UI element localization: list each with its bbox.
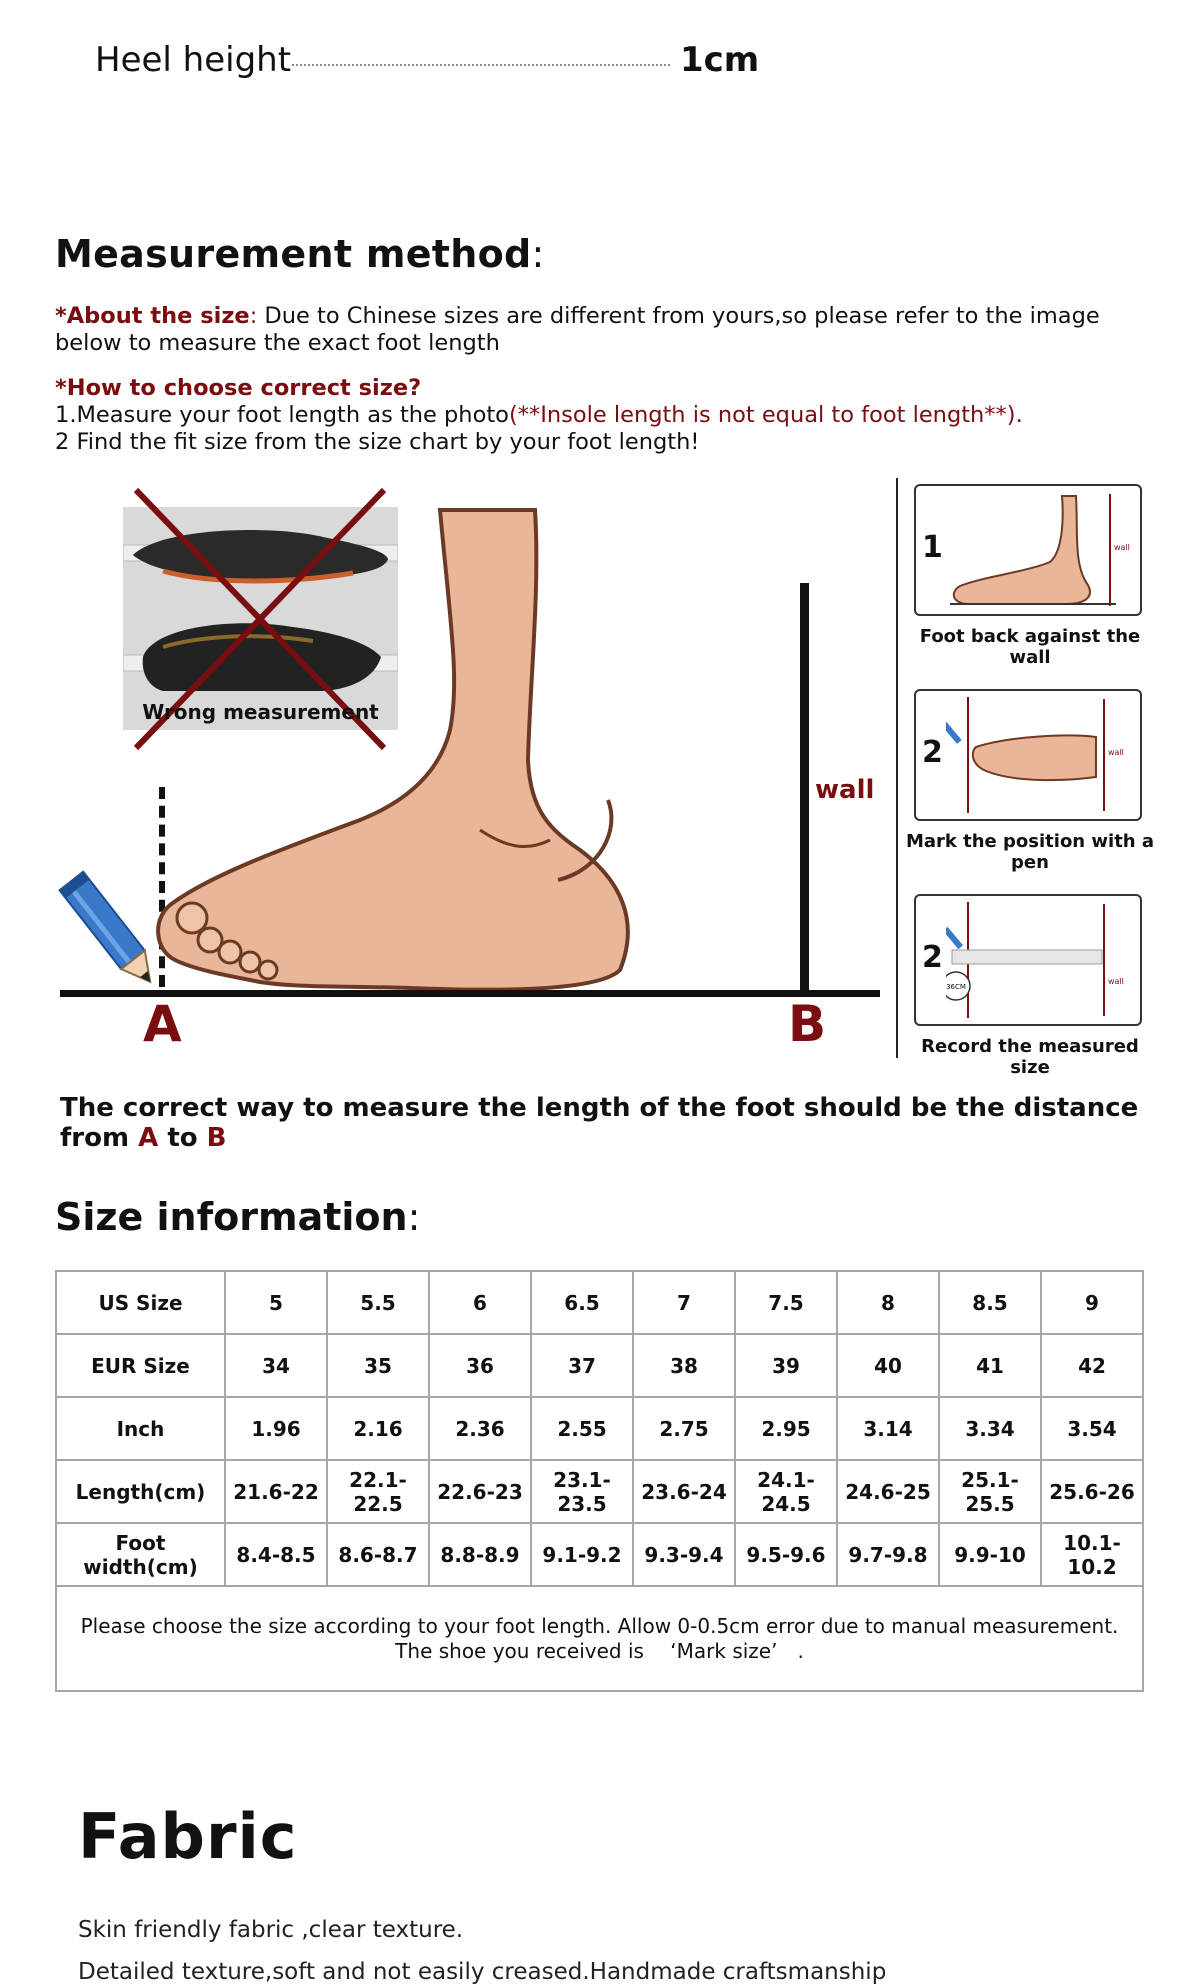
fabric-description-line-2: Detailed texture,soft and not easily creased.Handmade craftsmanship bbox=[78, 1959, 887, 1985]
pencil-icon bbox=[58, 866, 168, 996]
size-cell: 22.1-22.5 bbox=[327, 1460, 429, 1523]
about-size-colon: : bbox=[249, 303, 258, 329]
size-cell: 39 bbox=[735, 1334, 837, 1397]
size-cell: 9.7-9.8 bbox=[837, 1523, 939, 1586]
size-cell: 6 bbox=[429, 1271, 531, 1334]
size-table-row bbox=[56, 1523, 1143, 1586]
measurement-title-text: Measurement method bbox=[55, 232, 532, 276]
size-cell: 24.6-25 bbox=[837, 1460, 939, 1523]
size-cell: 8.8-8.9 bbox=[429, 1523, 531, 1586]
size-info-title-text: Size information bbox=[55, 1195, 408, 1239]
size-cell: 9.9-10 bbox=[939, 1523, 1041, 1586]
size-note bbox=[56, 1586, 1143, 1691]
size-cell: 25.1-25.5 bbox=[939, 1460, 1041, 1523]
about-size-paragraph bbox=[55, 303, 1155, 357]
size-cell: 41 bbox=[939, 1334, 1041, 1397]
how-to-choose-label: *How to choose correct size? bbox=[55, 375, 422, 401]
size-cell: 2.75 bbox=[633, 1397, 735, 1460]
size-cell: 1.96 bbox=[225, 1397, 327, 1460]
size-table-row bbox=[56, 1397, 1143, 1460]
step-3-caption: Record the measured size bbox=[921, 1036, 1139, 1078]
step-2-number: 2 bbox=[922, 735, 943, 770]
size-cell: 3.14 bbox=[837, 1397, 939, 1460]
ground-line bbox=[60, 990, 880, 997]
size-cell: 5 bbox=[225, 1271, 327, 1334]
size-cell: 23.1-23.5 bbox=[531, 1460, 633, 1523]
size-cell: 8.6-8.7 bbox=[327, 1523, 429, 1586]
measurement-title-colon: : bbox=[531, 232, 545, 276]
step-1-caption: Foot back against the wall bbox=[919, 626, 1141, 668]
size-cell: 42 bbox=[1041, 1334, 1143, 1397]
size-row-label: Inch bbox=[56, 1397, 225, 1460]
size-cell: 9.3-9.4 bbox=[633, 1523, 735, 1586]
size-row-label: Foot width(cm) bbox=[56, 1523, 225, 1586]
size-cell: 9.5-9.6 bbox=[735, 1523, 837, 1586]
size-cell: 2.36 bbox=[429, 1397, 531, 1460]
correct-way-to: to bbox=[158, 1123, 207, 1153]
step-1-number: 1 bbox=[922, 530, 943, 565]
step-2-panel bbox=[914, 689, 1142, 821]
size-cell: 25.6-26 bbox=[1041, 1460, 1143, 1523]
size-cell: 7.5 bbox=[735, 1271, 837, 1334]
how-step-1-text: 1.Measure your foot length as the photo bbox=[55, 402, 509, 428]
heel-height-value: 1cm bbox=[680, 40, 760, 80]
size-cell: 10.1-10.2 bbox=[1041, 1523, 1143, 1586]
size-cell: 6.5 bbox=[531, 1271, 633, 1334]
heel-dotted-leader bbox=[292, 64, 670, 66]
step-1-wall-tag: wall bbox=[1114, 543, 1130, 552]
correct-way-statement bbox=[60, 1093, 1150, 1153]
size-cell: 2.95 bbox=[735, 1397, 837, 1460]
step-2-wall-tag: wall bbox=[1108, 748, 1124, 757]
step-2-foot-icon bbox=[946, 697, 1136, 813]
steps-divider bbox=[896, 478, 898, 1058]
size-cell: 3.54 bbox=[1041, 1397, 1143, 1460]
heel-height-label: Heel height bbox=[95, 40, 292, 80]
how-step-1-note: (**Insole length is not equal to foot length**). bbox=[508, 402, 1023, 428]
size-cell: 8.5 bbox=[939, 1271, 1041, 1334]
about-size-text: Due to Chinese sizes are different from yours,so please refer to the image below to measure the exact foot length bbox=[55, 303, 1100, 356]
size-cell: 34 bbox=[225, 1334, 327, 1397]
size-cell: 40 bbox=[837, 1334, 939, 1397]
step-3-number: 2 bbox=[922, 940, 943, 975]
size-cell: 37 bbox=[531, 1334, 633, 1397]
step-3-badge: 36CM bbox=[946, 983, 966, 991]
size-cell: 35 bbox=[327, 1334, 429, 1397]
fabric-description-line-1: Skin friendly fabric ,clear texture. bbox=[78, 1917, 464, 1943]
about-size-label: *About the size bbox=[55, 303, 250, 329]
size-cell: 24.1-24.5 bbox=[735, 1460, 837, 1523]
measurement-title bbox=[55, 232, 545, 276]
size-row-label: Length(cm) bbox=[56, 1460, 225, 1523]
step-3-wall-tag: wall bbox=[1108, 977, 1124, 986]
how-to-choose-paragraph bbox=[55, 375, 1155, 456]
size-cell: 7 bbox=[633, 1271, 735, 1334]
size-chart-table bbox=[55, 1270, 1144, 1692]
size-note-line-2: The shoe you received is ‘Mark size’ . bbox=[395, 1638, 804, 1663]
size-table-row bbox=[56, 1460, 1143, 1523]
step-3-ruler-icon bbox=[946, 902, 1136, 1018]
wall-label: wall bbox=[815, 775, 875, 805]
size-cell: 22.6-23 bbox=[429, 1460, 531, 1523]
size-row-label: US Size bbox=[56, 1271, 225, 1334]
size-cell: 23.6-24 bbox=[633, 1460, 735, 1523]
correct-way-a: A bbox=[138, 1123, 159, 1153]
size-row-label: EUR Size bbox=[56, 1334, 225, 1397]
size-cell: 9.1-9.2 bbox=[531, 1523, 633, 1586]
how-step-1 bbox=[55, 402, 1155, 429]
size-note-row bbox=[56, 1586, 1143, 1691]
size-cell: 5.5 bbox=[327, 1271, 429, 1334]
step-1-panel bbox=[914, 484, 1142, 616]
size-cell: 36 bbox=[429, 1334, 531, 1397]
size-cell: 8 bbox=[837, 1271, 939, 1334]
size-cell: 2.16 bbox=[327, 1397, 429, 1460]
size-cell: 21.6-22 bbox=[225, 1460, 327, 1523]
point-a-label: A bbox=[143, 995, 182, 1053]
step-2-caption: Mark the position with a pen bbox=[905, 831, 1155, 873]
size-cell: 2.55 bbox=[531, 1397, 633, 1460]
size-cell: 9 bbox=[1041, 1271, 1143, 1334]
size-note-line-1: Please choose the size according to your foot length. Allow 0-0.5cm error due to manual measurement. bbox=[80, 1613, 1119, 1638]
size-info-title bbox=[55, 1195, 420, 1239]
foot-illustration bbox=[150, 500, 810, 995]
size-info-title-colon: : bbox=[407, 1195, 421, 1239]
size-table-row bbox=[56, 1334, 1143, 1397]
point-b-label: B bbox=[788, 995, 827, 1053]
step-3-panel bbox=[914, 894, 1142, 1026]
size-table-row bbox=[56, 1271, 1143, 1334]
correct-way-b: B bbox=[206, 1123, 227, 1153]
wrong-measurement-label: Wrong measurement bbox=[142, 700, 379, 724]
size-cell: 38 bbox=[633, 1334, 735, 1397]
fabric-title: Fabric bbox=[78, 1800, 298, 1873]
size-cell: 3.34 bbox=[939, 1397, 1041, 1460]
how-step-2: 2 Find the fit size from the size chart by your foot length! bbox=[55, 429, 700, 455]
wall-line bbox=[800, 583, 809, 995]
step-1-foot-icon bbox=[946, 492, 1136, 608]
size-cell: 8.4-8.5 bbox=[225, 1523, 327, 1586]
correct-way-text: The correct way to measure the length of the foot should be the distance from bbox=[60, 1093, 1139, 1153]
